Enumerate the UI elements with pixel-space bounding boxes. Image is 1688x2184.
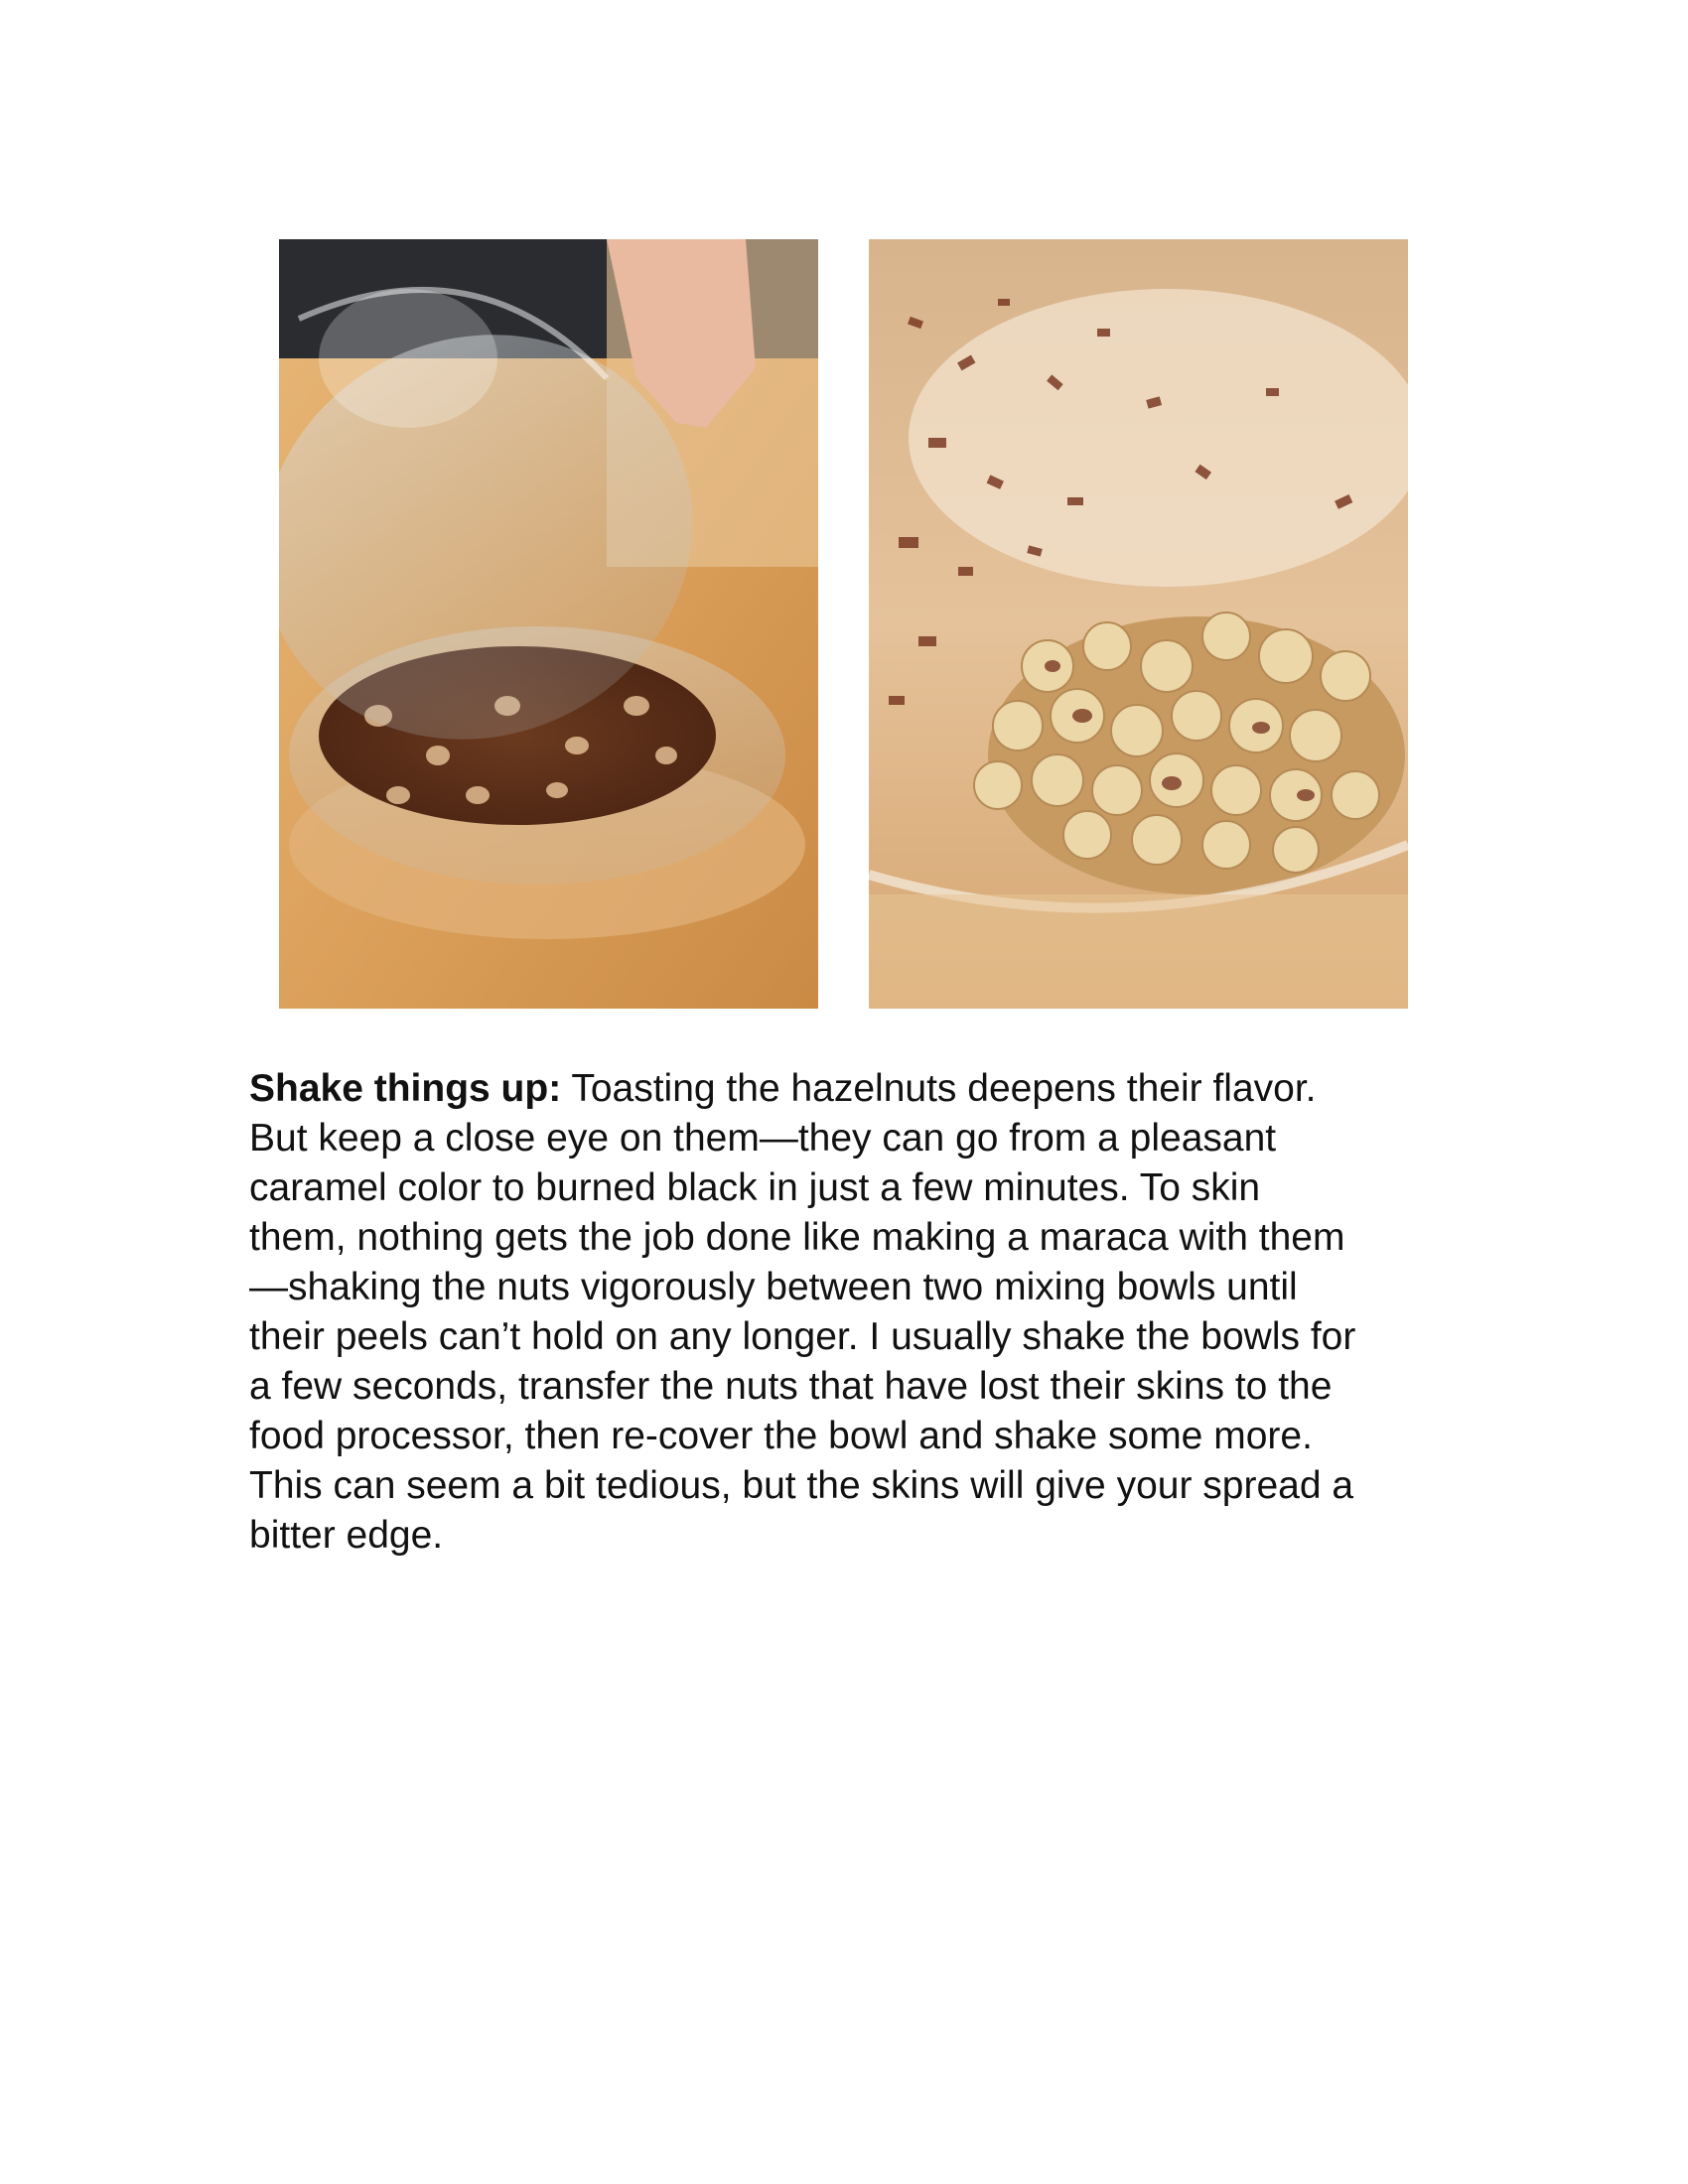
- caption-line: This can seem a bit tedious, but the skins will give your spread a: [249, 1464, 1354, 1507]
- photo-skinned-hazelnuts: [869, 239, 1408, 1009]
- caption-line: bitter edge.: [249, 1514, 444, 1557]
- caption-line: them, nothing gets the job done like making a maraca with them: [249, 1216, 1345, 1259]
- photo-covered-bowl: [279, 239, 818, 1009]
- caption-line-text: Toasting the hazelnuts deepens their flavor.: [561, 1067, 1317, 1110]
- caption-line: caramel color to burned black in just a few minutes. To skin: [249, 1166, 1261, 1209]
- caption-line: a few seconds, transfer the nuts that have lost their skins to the: [249, 1365, 1333, 1408]
- caption-lead: Shake things up:: [249, 1067, 562, 1110]
- caption-paragraph: [249, 1064, 1451, 1561]
- caption-line-1: [249, 1064, 1451, 1114]
- caption-line: —shaking the nuts vigorously between two mixing bowls until: [249, 1266, 1298, 1308]
- caption-line: food processor, then re-cover the bowl and shake some more.: [249, 1415, 1313, 1457]
- caption-line: their peels can’t hold on any longer. I usually shake the bowls for: [249, 1315, 1356, 1358]
- caption-line: But keep a close eye on them—they can go from a pleasant: [249, 1117, 1277, 1160]
